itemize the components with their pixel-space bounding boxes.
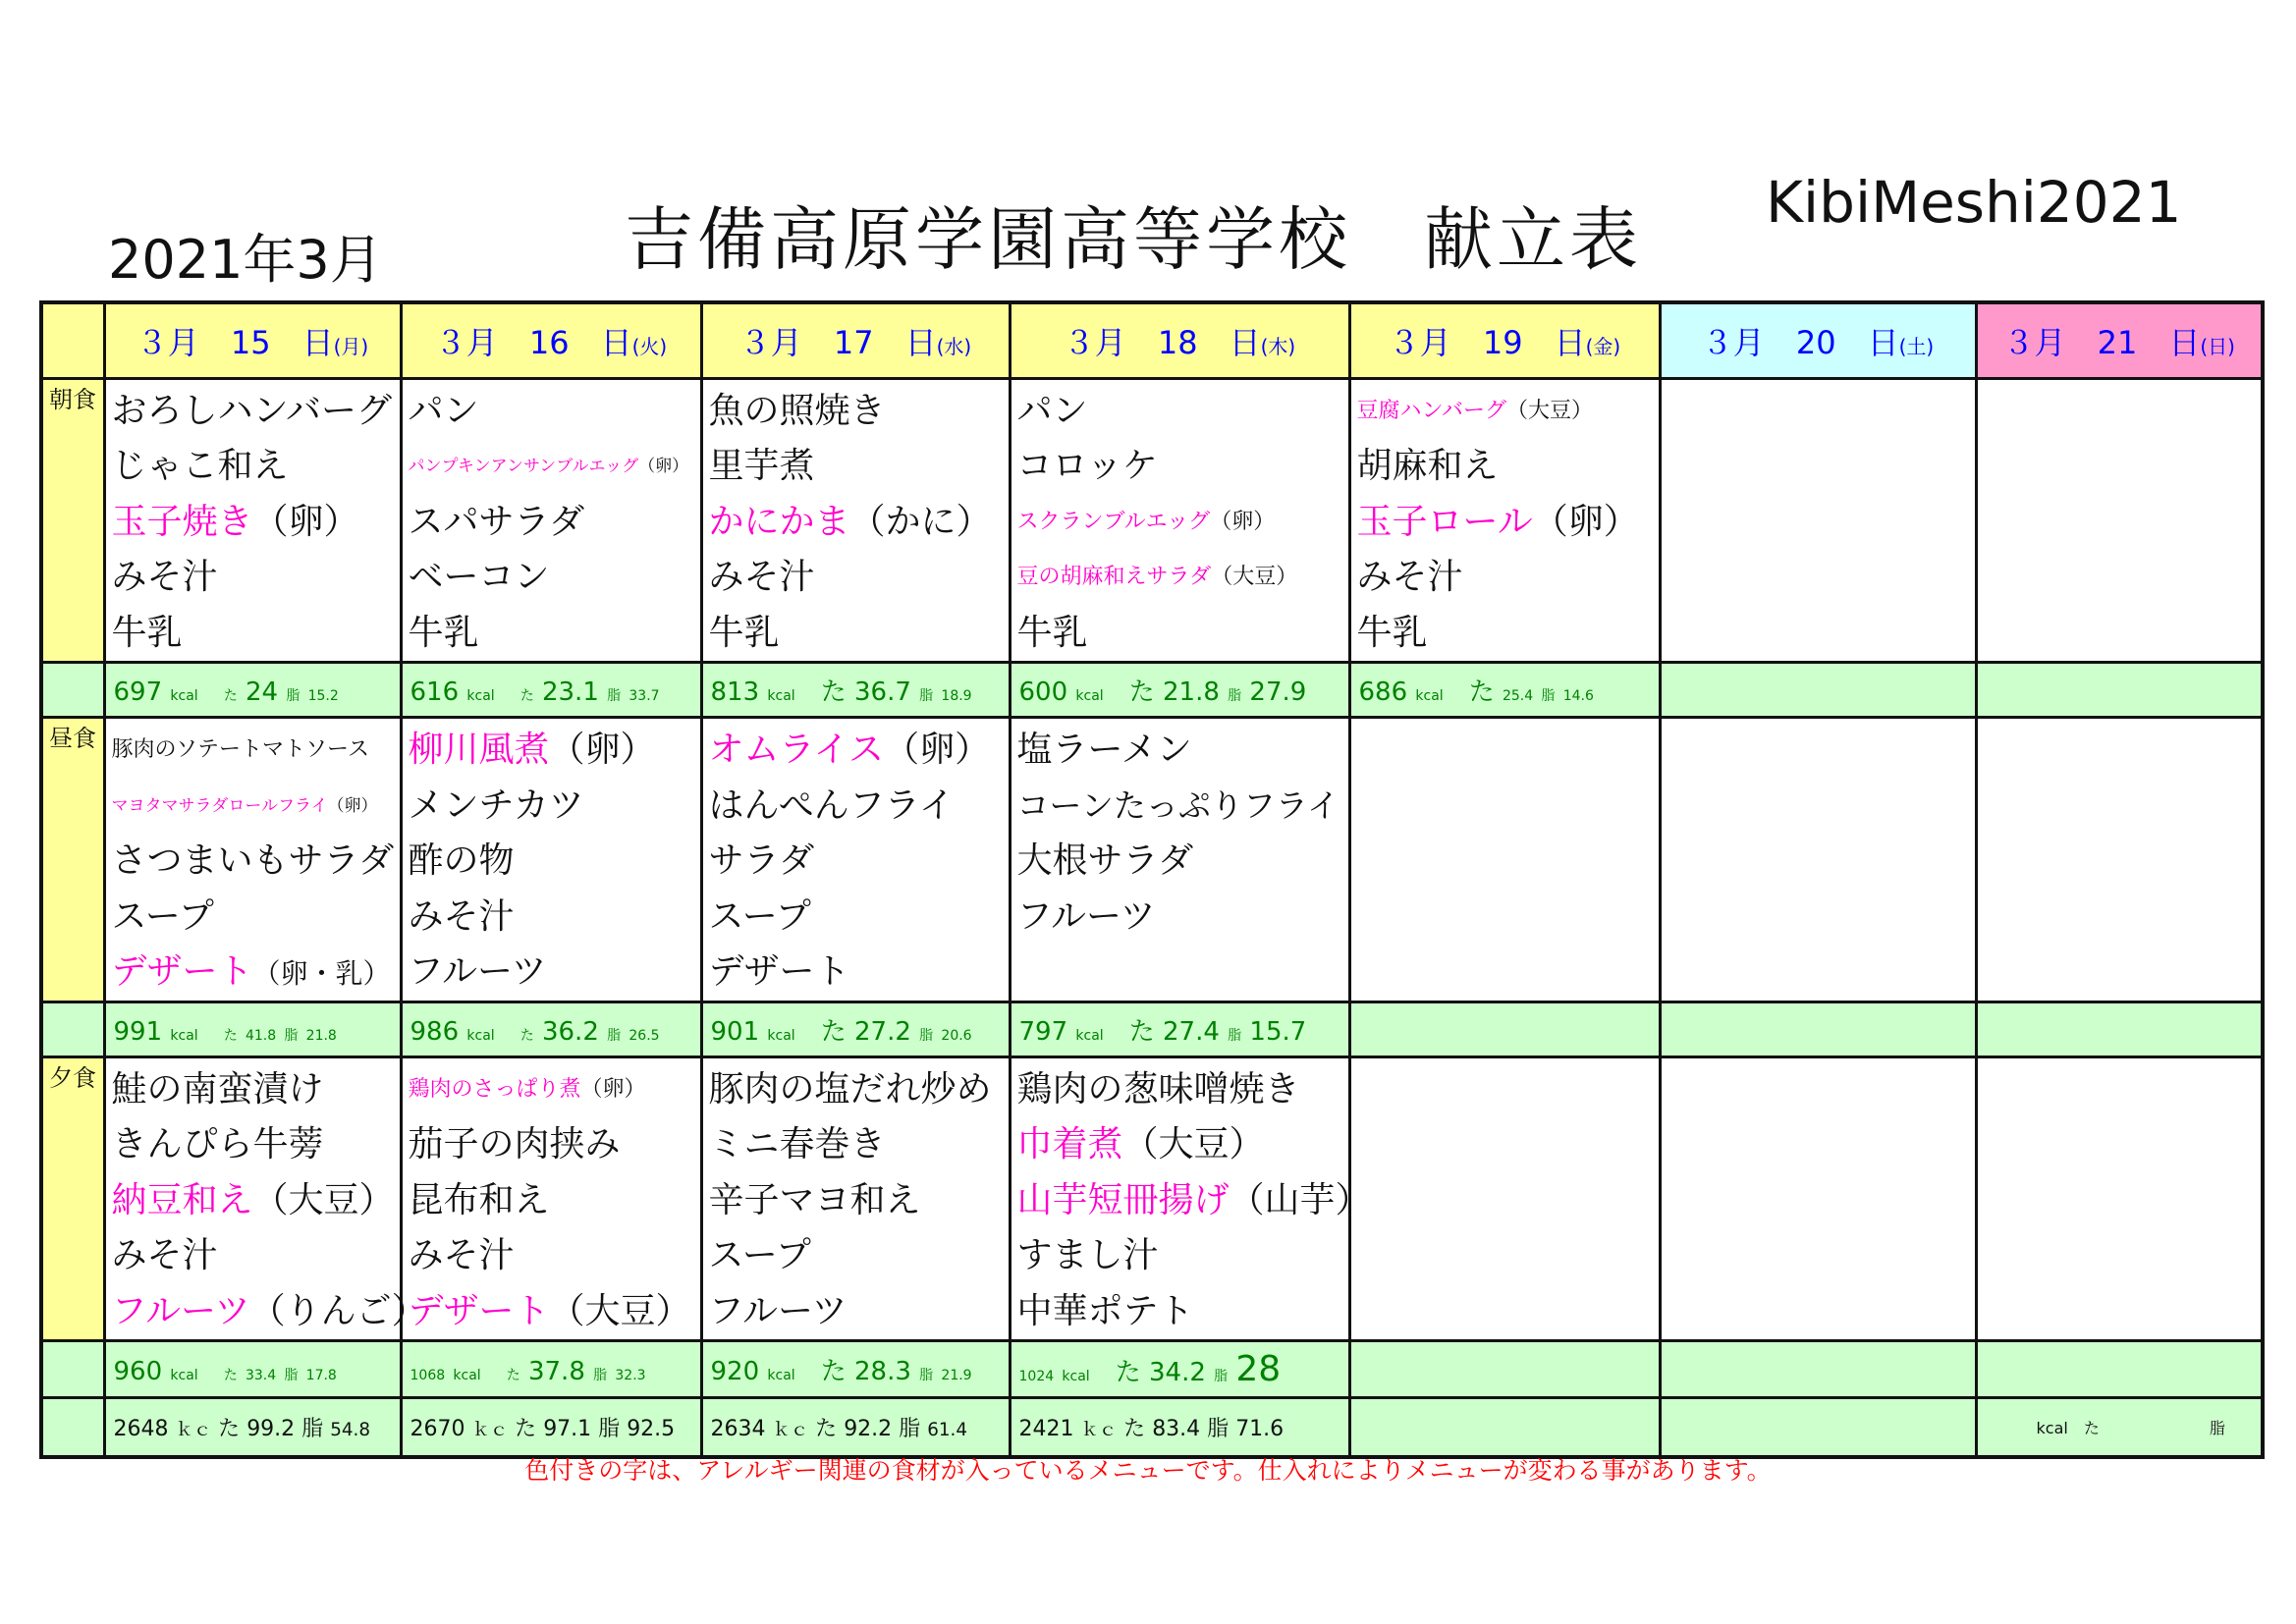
- menu-item: 塩ラーメン: [1016, 730, 1192, 770]
- lunch-cell-empty: [1660, 718, 1976, 1002]
- menu-item: 鮭の南蛮漬け: [111, 1068, 324, 1110]
- nutrition-cell: 991 kcal た 41.8 脂 21.8: [104, 1001, 401, 1056]
- menu-item: さつまいもサラダ: [111, 840, 395, 881]
- nutrition-cell: 986 kcal た 36.2 脂 26.5: [401, 1001, 701, 1056]
- dinner-row: [41, 1056, 2263, 1341]
- brand-label: KibiMeshi2021: [1766, 169, 2182, 236]
- nutrition-label-cell: [41, 1001, 104, 1056]
- menu-item: 牛乳: [111, 612, 183, 653]
- breakfast-cell: [401, 378, 701, 663]
- dinner-label: 夕食: [41, 1056, 104, 1341]
- nutrition-label-cell: [41, 1341, 104, 1398]
- lunch-cell: [401, 718, 701, 1002]
- menu-item: みそ汁: [111, 557, 218, 597]
- menu-item: 鶏肉のさっぱり煮（卵）: [408, 1076, 646, 1102]
- date-header-sunday: ３月 21 日(日): [1976, 302, 2263, 378]
- allergen-footnote: 色付きの字は、アレルギー関連の食材が入っているメニューです。仕入れによりメニューが変わる事があります。: [524, 1456, 1772, 1485]
- total-cell-sunday: kcal た 脂: [1976, 1398, 2263, 1457]
- nutrition-cell: 697 kcal た 24 脂 15.2: [104, 663, 401, 718]
- menu-item: ベーコン: [408, 557, 550, 597]
- daily-total-row: [41, 1398, 2263, 1457]
- nutrition-cell: 920 kcal た 28.3 脂 21.9: [701, 1341, 1010, 1398]
- menu-item: マヨタマサラダロールフライ（卵）: [111, 795, 378, 816]
- nutrition-cell-empty: [1976, 663, 2263, 718]
- menu-item: 豚肉の塩だれ炒め: [708, 1068, 992, 1110]
- menu-item: 辛子マヨ和え: [708, 1179, 921, 1220]
- breakfast-cell: [701, 378, 1010, 663]
- breakfast-cell-empty: [1660, 378, 1976, 663]
- date-header-saturday: ３月 20 日(土): [1660, 302, 1976, 378]
- menu-item: 大根サラダ: [1016, 840, 1194, 881]
- menu-item: きんぴら牛蒡: [111, 1124, 324, 1164]
- breakfast-cell-empty: [1976, 378, 2263, 663]
- date-header: ３月 19 日(金): [1349, 302, 1660, 378]
- nutrition-cell: 686 kcal た 25.4 脂 14.6: [1349, 663, 1660, 718]
- dinner-cell-empty: [1349, 1056, 1660, 1341]
- nutrition-cell: 616 kcal た 23.1 脂 33.7: [401, 663, 701, 718]
- menu-item: 里芋煮: [708, 446, 815, 486]
- lunch-label: 昼食: [41, 718, 104, 1002]
- menu-item: おろしハンバーグ: [111, 390, 392, 431]
- menu-item: 牛乳: [408, 612, 479, 653]
- lunch-cell: [1010, 718, 1349, 1002]
- menu-item: 牛乳: [708, 612, 780, 653]
- menu-item: 牛乳: [1016, 612, 1088, 653]
- nutrition-cell: 813 kcal た 36.7 脂 18.9: [701, 663, 1010, 718]
- menu-item: スープ: [111, 895, 214, 937]
- menu-item: パン: [408, 390, 479, 431]
- menu-item: スープ: [708, 1235, 811, 1275]
- dinner-cell: [1010, 1056, 1371, 1341]
- dinner-cell: [401, 1056, 701, 1341]
- nutrition-cell-empty: [1349, 1001, 1660, 1056]
- menu-item: コーンたっぷりフライ: [1016, 785, 1339, 825]
- menu-item: スパサラダ: [408, 501, 585, 542]
- menu-item: みそ汁: [1356, 557, 1463, 597]
- breakfast-nutrition-row: [41, 663, 2263, 718]
- dinner-cell: [104, 1056, 427, 1341]
- date-header-row: [41, 302, 2263, 378]
- dinner-cell: [701, 1056, 1010, 1341]
- nutrition-cell: 797 kcal た 27.4 脂 15.7: [1010, 1001, 1349, 1056]
- lunch-cell: [104, 718, 401, 1002]
- menu-item: 魚の照焼き: [708, 390, 886, 431]
- menu-item: 豆腐ハンバーグ（大豆）: [1356, 398, 1593, 423]
- menu-item: スープ: [708, 895, 811, 937]
- menu-item: 胡麻和え: [1356, 446, 1499, 486]
- breakfast-cell: [1010, 378, 1349, 663]
- menu-item: フルーツ（りんご）: [111, 1290, 427, 1331]
- menu-item: 牛乳: [1356, 612, 1428, 653]
- menu-item: 酢の物: [408, 840, 515, 881]
- menu-item: みそ汁: [708, 557, 815, 597]
- menu-item: 昆布和え: [408, 1179, 550, 1220]
- nutrition-label-cell: [41, 663, 104, 718]
- nutrition-cell-empty: [1660, 1341, 1976, 1398]
- date-header: ３月 18 日(木): [1010, 302, 1349, 378]
- menu-item: フルーツ: [1016, 895, 1156, 937]
- nutrition-cell-empty: [1349, 1341, 1660, 1398]
- lunch-cell-empty: [1976, 718, 2263, 1002]
- lunch-cell-empty: [1349, 718, 1660, 1002]
- menu-item: オムライス（卵）: [708, 730, 991, 770]
- menu-item: スクランブルエッグ（卵）: [1016, 509, 1276, 534]
- menu-item: 玉子ロール（卵）: [1356, 501, 1639, 542]
- total-cell-empty: [1349, 1398, 1660, 1457]
- total-cell: 2421 ｋｃ た 83.4 脂 71.6: [1010, 1398, 1349, 1457]
- total-cell: 2670 ｋｃ た 97.1 脂 92.5: [401, 1398, 701, 1457]
- menu-item: パン: [1016, 390, 1088, 431]
- total-cell-empty: [1660, 1398, 1976, 1457]
- nutrition-cell: 600 kcal た 21.8 脂 27.9: [1010, 663, 1349, 718]
- menu-item: 中華ポテト: [1016, 1290, 1194, 1331]
- corner-cell: [41, 302, 104, 378]
- menu-item: パンプキンアンサンブルエッグ（卵）: [408, 457, 689, 476]
- breakfast-cell: [1349, 378, 1660, 663]
- nutrition-cell: 1024 kcal た 34.2 脂 28: [1010, 1341, 1349, 1398]
- menu-item: 玉子焼き（卵）: [111, 501, 359, 542]
- menu-item: フルーツ: [408, 951, 547, 992]
- menu-item: 豚肉のソテートマトソース: [111, 737, 369, 762]
- nutrition-cell-empty: [1976, 1001, 2263, 1056]
- dinner-cell-empty: [1660, 1056, 1976, 1341]
- menu-item: サラダ: [708, 840, 815, 881]
- menu-item: はんぺんフライ: [708, 785, 955, 826]
- lunch-cell: [701, 718, 1010, 1002]
- menu-item: みそ汁: [111, 1235, 218, 1275]
- menu-item: 柳川風煮（卵）: [408, 730, 656, 770]
- menu-item: 鶏肉の葱味噌焼き: [1016, 1068, 1300, 1110]
- nutrition-cell-empty: [1660, 663, 1976, 718]
- nutrition-cell-empty: [1660, 1001, 1976, 1056]
- nutrition-cell: 1068 kcal た 37.8 脂 32.3: [401, 1341, 701, 1398]
- menu-item: デザート（卵・乳）: [111, 951, 391, 992]
- date-header: ３月 16 日(火): [401, 302, 701, 378]
- menu-item: デザート（大豆）: [408, 1290, 691, 1331]
- breakfast-row: [41, 378, 2263, 663]
- menu-month: 2021年3月: [108, 229, 383, 291]
- menu-item: 豆の胡麻和えサラダ（大豆）: [1016, 565, 1298, 589]
- menu-item: コロッケ: [1016, 446, 1158, 486]
- menu-item: デザート: [708, 951, 850, 992]
- dinner-cell-empty: [1976, 1056, 2263, 1341]
- breakfast-cell: [104, 378, 401, 663]
- dinner-nutrition-row: [41, 1341, 2263, 1398]
- menu-item: 巾着煮（大豆）: [1016, 1124, 1265, 1164]
- total-label-cell: [41, 1398, 104, 1457]
- lunch-row: [41, 718, 2263, 1002]
- nutrition-cell: 960 kcal た 33.4 脂 17.8: [104, 1341, 401, 1398]
- menu-item: 茄子の肉挟み: [408, 1124, 621, 1164]
- nutrition-cell-empty: [1976, 1341, 2263, 1398]
- date-header: ３月 17 日(水): [701, 302, 1010, 378]
- menu-item: 納豆和え（大豆）: [111, 1179, 395, 1220]
- total-cell: 2648 ｋｃ た 99.2 脂 54.8: [104, 1398, 401, 1457]
- menu-item: みそ汁: [408, 1235, 515, 1275]
- menu-item: 山芋短冊揚げ（山芋）: [1016, 1179, 1371, 1220]
- page-title: 吉備高原学園高等学校 献立表: [625, 199, 1642, 280]
- menu-table: [39, 300, 2265, 1459]
- menu-item: かにかま（かに）: [708, 501, 992, 542]
- menu-item: ミニ春巻き: [708, 1124, 886, 1164]
- breakfast-label: 朝食: [41, 378, 104, 663]
- menu-item: フルーツ: [708, 1290, 847, 1331]
- menu-item: みそ汁: [408, 895, 515, 937]
- date-header: ３月 15 日(月): [104, 302, 401, 378]
- menu-item: すまし汁: [1016, 1235, 1159, 1275]
- lunch-nutrition-row: [41, 1001, 2263, 1056]
- menu-item: じゃこ和え: [111, 446, 289, 486]
- menu-item: メンチカツ: [408, 785, 584, 826]
- total-cell: 2634 ｋｃ た 92.2 脂 61.4: [701, 1398, 1010, 1457]
- nutrition-cell: 901 kcal た 27.2 脂 20.6: [701, 1001, 1010, 1056]
